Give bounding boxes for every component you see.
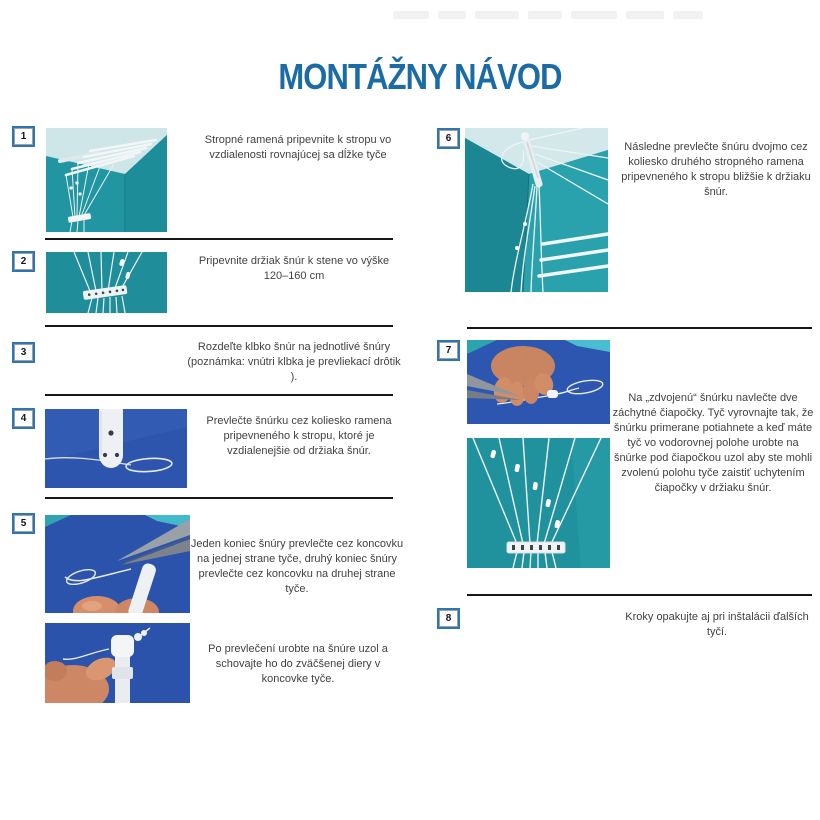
step-6-caption: Následne prevlečte šnúru dvojmo cez koliesko druhého stropného ramena pripevneného k stropu bližšie k držiaku šnúr. <box>621 141 811 198</box>
step-2-caption: Pripevnite držiak šnúr k stene vo výške 120–160 cm <box>198 255 390 282</box>
step-1-photo <box>46 128 167 232</box>
step-4-badge <box>12 408 35 429</box>
step-8-number: 8 <box>445 613 452 624</box>
step-4-caption: Prevlečte šnúrku cez koliesko ramena pripevneného k stropu, ktoré je vzdialenejšie od držiaka šnúr. <box>206 415 392 457</box>
step-6-photo <box>465 128 608 292</box>
section-divider <box>467 594 812 596</box>
step-7-badge <box>437 340 460 361</box>
step-4-photo <box>45 409 187 488</box>
step-7-photo <box>467 340 610 424</box>
step-8-badge <box>437 608 460 629</box>
step-5-photo-2 <box>45 623 190 703</box>
section-divider <box>45 497 393 499</box>
step-3-badge <box>12 342 35 363</box>
step-7-caption: Na „zdvojenú“ šnúrku navlečte dve záchytné čiapočky. Tyč vyrovnajte tak, že šnúrku primerane potiahnete a keď máte tyč vo vodorovnej polohe urobte na šnúrke pod čiapočkou uzol aby ste mohli zvolenú polohu tyče zaistiť uchytením čiapočky v držiaku šnúr. <box>612 392 814 494</box>
step-2-number: 2 <box>20 256 27 267</box>
step-5-caption-2: Po prevlečení urobte na šnúre uzol a schovajte ho do zväčšenej diery v koncovke tyče. <box>208 643 388 685</box>
step-6-number: 6 <box>445 133 452 144</box>
step-1-badge <box>12 126 35 147</box>
section-divider <box>45 238 393 240</box>
section-divider <box>45 394 393 396</box>
step-1-number: 1 <box>20 131 27 142</box>
step-8-caption: Kroky opakujte aj pri inštalácii ďalších tyčí. <box>625 611 809 638</box>
step-5-caption: Jeden koniec šnúry prevlečte cez koncovku na jednej strane tyče, druhý koniec šnúry prevlečte cez koncovku na druhej strane tyče. <box>190 538 404 595</box>
step-2-badge <box>12 251 35 272</box>
step-7-photo-2 <box>467 438 610 568</box>
step-1-caption: Stropné ramená pripevnite k stropu vo vzdialenosti rovnajúcej sa dĺžke tyče <box>204 134 392 161</box>
step-4-number: 4 <box>20 413 27 424</box>
step-5-badge <box>12 513 35 534</box>
section-divider <box>467 327 812 329</box>
step-3-caption: Rozdeľte klbko šnúr na jednotlivé šnúry (poznámka: vnútri klbka je prevliekací drôtik ). <box>187 341 401 383</box>
faded-print-artifact <box>393 9 743 21</box>
section-divider <box>45 325 393 327</box>
step-3-number: 3 <box>20 347 27 358</box>
step-6-badge <box>437 128 460 149</box>
step-5-photo <box>45 515 190 613</box>
step-5-number: 5 <box>20 518 27 529</box>
step-2-photo <box>46 252 167 313</box>
page-title: MONTÁŽNY NÁVOD <box>278 56 562 97</box>
step-7-number: 7 <box>445 345 452 356</box>
